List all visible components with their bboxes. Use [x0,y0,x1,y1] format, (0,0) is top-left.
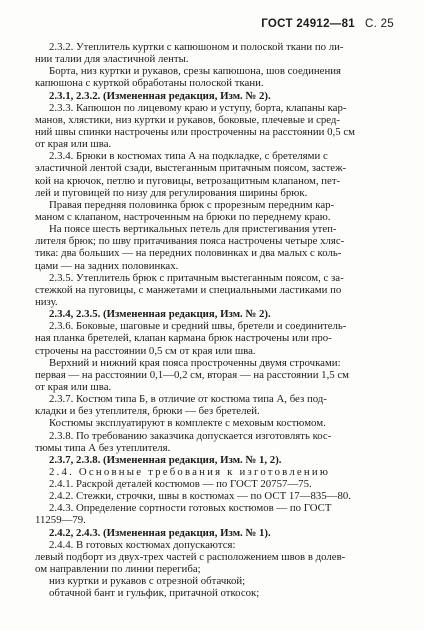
text-line: 2.3.7. Костюм типа Б, в отличие от костюма типа А, без под- [49,393,327,406]
text-line: от края или шва. [35,138,112,151]
text-line: Костюмы эксплуатируют в комплекте с меховым костюмом. [49,417,326,430]
amendment-note: 2.3.7, 2.3.8. (Измененная редакция, Изм. № 1, 2). [49,453,282,466]
text-line: 2.4.4. В готовых костюмах допускаются: [49,538,236,551]
text-line: тюмы типа А без утеплителя. [35,441,171,454]
text-line: На поясе шесть вертикальных петель для пристегивания утеп- [49,223,337,236]
text-line: низ куртки и рукавов с отрезной обтачкой; [49,575,246,588]
text-line: 2.3.5. Утеплитель брюк с притачным выстеганным поясом, с за- [49,271,344,284]
text-line: 2.4.2. Стежки, строчки, швы в костюмах — по ОСТ 17—835—80. [49,490,351,503]
page-number: С. 25 [365,18,394,30]
text-line: 2.4. Основные требования к изготовлению [49,465,331,478]
text-line: низу. [35,295,58,308]
text-line: левый подборт из двух-трех частей с расположением швов в долев- [35,550,346,563]
text-line: 2.4.3. Определение сортности готовых костюмов — по ГОСТ [49,502,332,515]
text-line: 2.4.1. Раскрой деталей костюмов — по ГОСТ 20757—75. [49,478,312,491]
text-line: эластичной лентой сзади, выстеганным притачным поясом, застеж- [35,162,347,175]
text-line: 11259—79. [35,514,86,527]
text-line: кладки и без утеплителя, брюки — без бретелей. [35,405,260,418]
text-line: 2.3.8. По требованию заказчика допускается изготовлять кос- [49,429,332,442]
text-line: цами — на задних половинках. [35,259,179,272]
text-line: 2.3.4. Брюки в костюмах типа А на подкладке, с бретелями с [49,150,328,163]
text-line: капюшона с курткой обработаны полоской ткани. [35,77,264,90]
text-line: манов, хлястики, низ куртки и рукавов, боковые, плечевые и сред- [35,113,341,126]
amendment-note: 2.4.2, 2.4.3. (Измененная редакция, Изм. № 1). [49,526,271,539]
text-line: 2.3.3. Капюшон по лицевому краю и уступу, борта, клапаны кар- [49,101,347,114]
text-line: обтачной бант и гульфик, притачной откосок; [49,587,260,600]
text-line: ная планка бретелей, клапан кармана брюк настрочены или про- [35,332,332,345]
text-line: 2.3.2. Утеплитель куртки с капюшоном и полоской ткани по ли- [49,41,344,53]
text-line: первая — на расстоянии 0,1—0,2 см, вторая — на расстоянии 1,5 см [35,368,349,381]
amendment-note: 2.3.1, 2.3.2. (Измененная редакция, Изм. № 2). [49,89,271,102]
text-line: кой на крючок, петлю и пуговицы, ветрозащитным клапаном, пет- [35,174,341,187]
text-line: от края или шва. [35,380,112,393]
text-line: стежкой на пуговицы, с манжетами и специальными ластиками по [35,283,342,296]
document-body [35,41,399,599]
text-line: 2.3.6. Боковые, шаговые и средний швы, бретели и соединитель- [49,320,347,333]
text-line: Верхний и нижний края пояса простроченны двумя строчками: [49,356,341,369]
amendment-note: 2.3.4, 2.3.5. (Измененная редакция, Изм. № 2). [49,308,271,321]
text-line: лей и пуговицей по низу для регулирования ширины брюк. [35,186,308,199]
text-line: лителя брюк; по шву притачивания пояса настрочены четыре хляс- [35,235,345,248]
text-line: строчены на расстоянии 0,5 см от края или шва. [35,344,256,357]
standard-number: ГОСТ 24912—81 [261,18,355,30]
text-line: тика: два больших — на передних половинках и два малых с коль- [35,247,342,260]
page-header [261,18,394,30]
text-line: нии талии для эластичной ленты. [35,53,189,66]
text-line: маном с клапаном, настроченным на брюки по переднему краю. [35,210,331,223]
text-line: Борта, низ куртки и рукавов, срезы капюшона, шов соединения [49,65,341,78]
text-line: ний швы спинки настрочены или простроченны на расстоянии 0,5 см [35,125,355,138]
text-line: ом направлении по линии перегиба; [35,563,201,576]
text-line: Правая передняя половинка брюк с прорезным передним кар- [49,198,335,211]
